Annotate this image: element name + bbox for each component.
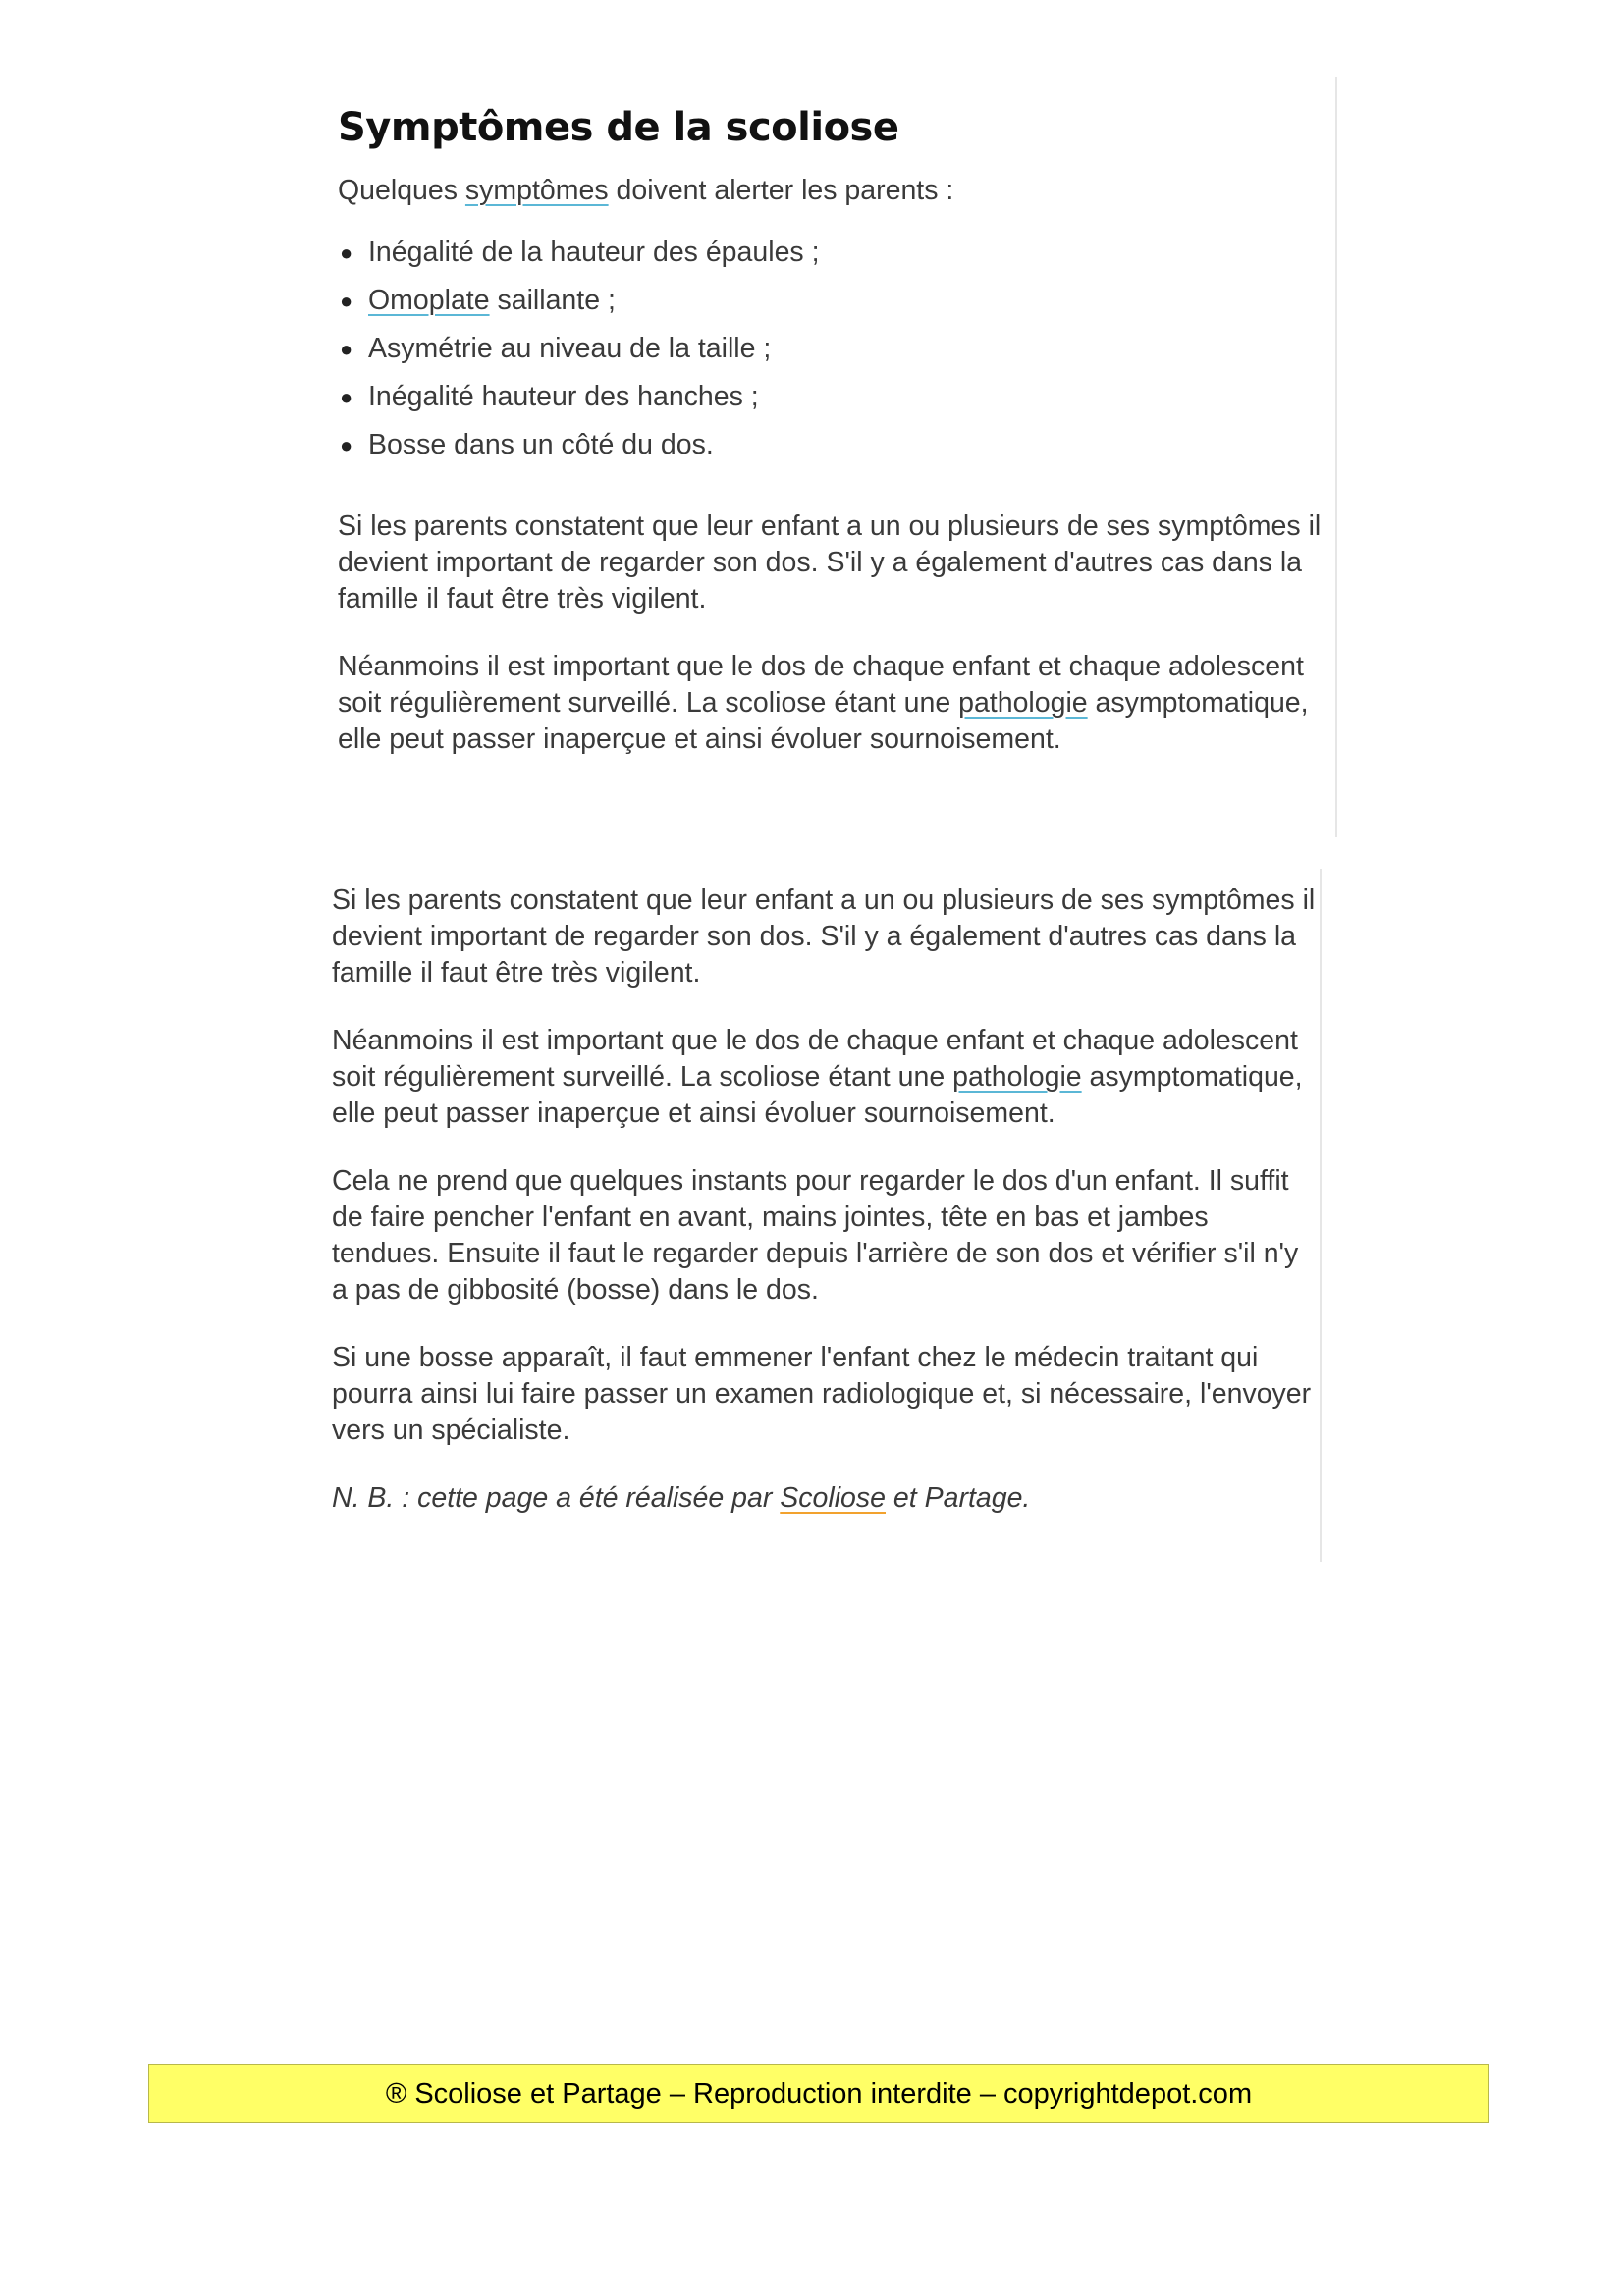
surveillance-paragraph [338, 649, 1335, 758]
bullet-icon: ● [340, 289, 353, 313]
bullet-icon: ● [340, 240, 353, 265]
list-item-text: Inégalité de la hauteur des épaules ; [368, 237, 820, 268]
surveillance-text-after: asymptomatique, elle peut passer inaperçue et ainsi évoluer sournoisement. [338, 687, 1309, 755]
advice-section [332, 869, 1322, 1562]
list-item-text: saillante ; [489, 285, 616, 316]
note-text-before: N. B. : cette page a été réalisée par [332, 1482, 781, 1514]
list-item [338, 373, 1335, 421]
copyright-text: ® Scoliose et Partage – Reproduction interdite – copyrightdepot.com [385, 2077, 1253, 2109]
surveillance-paragraph [332, 1023, 1320, 1132]
section-title: Symptômes de la scoliose [338, 105, 899, 150]
parents-paragraph: Si les parents constatent que leur enfant a un ou plusieurs de ses symptômes il devient important de regarder son dos. S'il y a également d'autres cas dans la famille il faut être très vigilent. [332, 884, 1316, 988]
symptoms-list [338, 229, 1335, 469]
list-item-text: Inégalité hauteur des hanches ; [368, 381, 759, 412]
intro-paragraph [338, 173, 1335, 209]
bullet-icon: ● [340, 385, 353, 409]
list-item [338, 229, 1335, 277]
intro-text-before: Quelques [338, 175, 465, 206]
symptoms-section [338, 77, 1337, 837]
pathologie-link[interactable]: pathologie [952, 1061, 1082, 1093]
list-item [338, 325, 1335, 373]
list-item [338, 277, 1335, 325]
scoliose-link[interactable]: Scoliose [780, 1482, 886, 1514]
pathologie-link[interactable]: pathologie [958, 687, 1088, 719]
omoplate-link[interactable]: Omoplate [368, 285, 490, 316]
copyright-banner [148, 2064, 1489, 2123]
bullet-icon: ● [340, 433, 353, 457]
list-item [338, 421, 1335, 469]
surveillance-text-before: Néanmoins il est important que le dos de chaque enfant et chaque adolescent soit régulièrement surveillé. La scoliose étant une [338, 651, 1304, 719]
parents-paragraph: Si les parents constatent que leur enfant a un ou plusieurs de ses symptômes il devient important de regarder son dos. S'il y a également d'autres cas dans la famille il faut être très vigilent. [338, 510, 1322, 614]
doctor-paragraph: Si une bosse apparaît, il faut emmener l'enfant chez le médecin traitant qui pourra ainsi lui faire passer un examen radiologique et, si nécessaire, l'envoyer vers un spécialiste. [332, 1342, 1312, 1446]
symptomes-link[interactable]: symptômes [464, 175, 609, 206]
author-note [332, 1480, 1320, 1517]
bullet-icon: ● [340, 337, 353, 361]
surveillance-text-before: Néanmoins il est important que le dos de chaque enfant et chaque adolescent soit régulièrement surveillé. La scoliose étant une [332, 1025, 1298, 1093]
list-item-text: Bosse dans un côté du dos. [368, 429, 714, 460]
surveillance-text-after: asymptomatique, elle peut passer inaperçue et ainsi évoluer sournoisement. [332, 1061, 1303, 1129]
intro-text-after: doivent alerter les parents : [608, 175, 954, 206]
examination-paragraph: Cela ne prend que quelques instants pour regarder le dos d'un enfant. Il suffit de faire pencher l'enfant en avant, mains jointes, tête en bas et jambes tendues. Ensuite il faut le regarder depuis l'arrière de son dos et vérifier s'il n'y a pas de gibbosité (bosse) dans le dos. [332, 1165, 1299, 1306]
note-text-after: et Partage. [886, 1482, 1031, 1514]
list-item-text: Asymétrie au niveau de la taille ; [368, 333, 772, 364]
